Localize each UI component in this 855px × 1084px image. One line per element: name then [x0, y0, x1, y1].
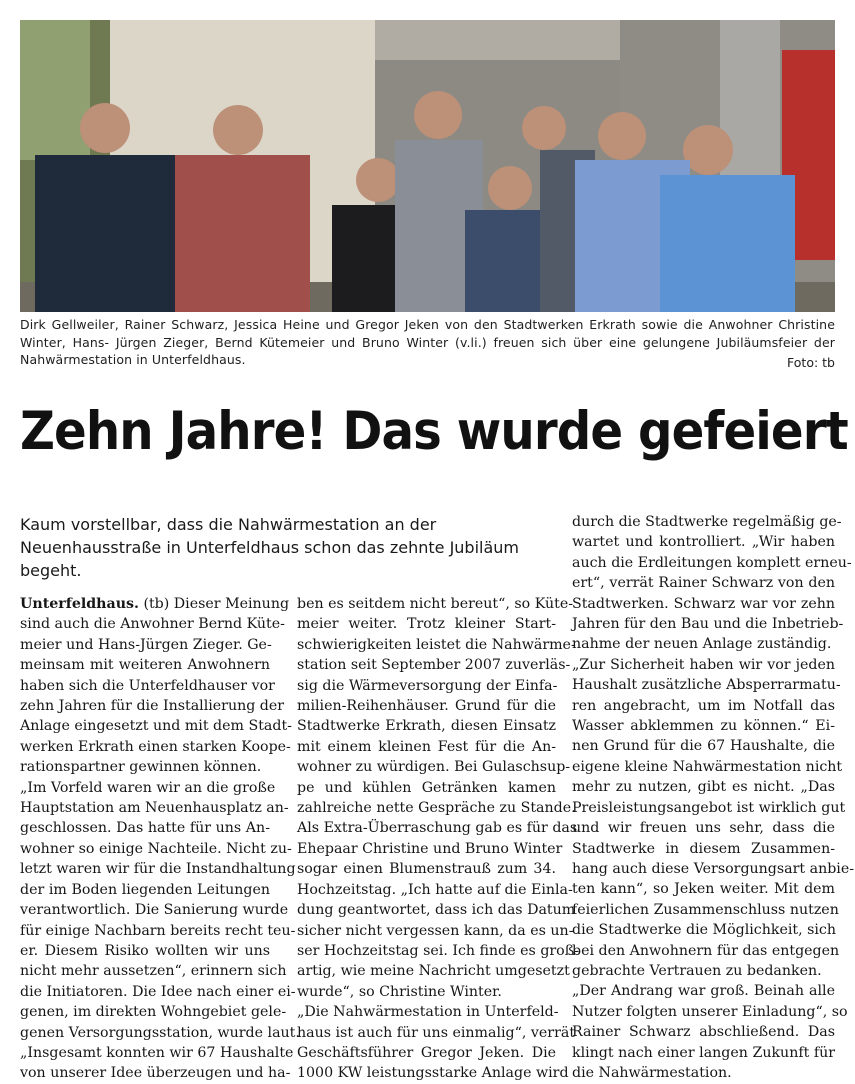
body-line: die Nahwärmestation.	[572, 1064, 732, 1081]
body-line: Haushalt zusätzliche Absperrarmatu-	[572, 677, 841, 694]
body-line: nicht mehr aussetzen“, erinnern sich	[20, 963, 287, 980]
body-line: pe und kühlen Getränken kamen	[297, 779, 556, 796]
body-line: ert“, verrät Rainer Schwarz von den	[572, 575, 835, 592]
body-line: wurde“, so Christine Winter.	[297, 983, 502, 1000]
body-line: hang auch diese Versorgungsart anbie-	[572, 860, 855, 877]
body-line: nahme der neuen Anlage zuständig.	[572, 636, 832, 653]
body-line: Anlage eingesetzt und mit dem Stadt-	[20, 718, 292, 735]
headline: Zehn Jahre! Das wurde gefeiert	[20, 401, 848, 462]
article-column-2	[297, 594, 579, 1084]
body-line: meier und Hans-Jürgen Zieger. Ge-	[20, 636, 272, 653]
body-line: der im Boden liegenden Leitungen	[20, 881, 270, 898]
group-photo-illustration	[20, 20, 835, 312]
body-line: rationspartner gewinnen können.	[20, 759, 262, 776]
article-column-3	[572, 512, 855, 1083]
body-line: milien-Reihenhäuser. Grund für die	[297, 698, 556, 715]
body-line: Als Extra-Überraschung gab es für das	[297, 820, 578, 837]
body-line: Preisleistungsangebot ist wirklich gut	[572, 799, 846, 816]
body-line: ben es seitdem nicht bereut“, so Küte-	[297, 596, 574, 612]
body-line: zehn Jahren für die Installierung der	[20, 698, 285, 715]
body-line: Stadtwerke in diesem Zusammen-	[572, 840, 835, 857]
body-line: Wasser abklemmen zu können.“ Ei-	[572, 718, 835, 735]
body-line: meinsam mit weiteren Anwohnern	[20, 657, 270, 674]
body-line: (tb) Dieser Meinung	[138, 596, 290, 612]
body-line: genen, im direkten Wohngebiet gele-	[20, 1004, 287, 1021]
body-line: ten kann“, so Jeken weiter. Mit dem	[572, 881, 835, 898]
body-line: auch die Erdleitungen komplett erneu-	[572, 554, 852, 571]
body-line: wohner zu würdigen. Bei Gulaschsup-	[297, 759, 571, 776]
body-line: wohner so einige Nachteile. Nicht zu-	[20, 840, 292, 857]
body-line: ser Hochzeitstag sei. Ich finde es groß-	[297, 942, 579, 959]
body-line: mit einem kleinen Fest für die An-	[297, 738, 556, 755]
body-line: „Die Nahwärmestation in Unterfeld-	[297, 1004, 559, 1021]
body-line: Nutzer folgten unserer Einladung“, so	[572, 1003, 848, 1020]
body-line: „Insgesamt konnten wir 67 Haushalte	[20, 1044, 294, 1061]
body-line: sind auch die Anwohner Bernd Küte-	[20, 616, 285, 633]
body-line: haben sich die Unterfeldhauser vor	[20, 677, 275, 694]
body-line: geschlossen. Das hatte für uns An-	[20, 820, 270, 837]
body-line: Geschäftsführer Gregor Jeken. Die	[297, 1044, 556, 1061]
body-line: durch die Stadtwerke regelmäßig ge-	[572, 514, 842, 530]
body-line: „Im Vorfeld waren wir an die große	[20, 779, 276, 796]
body-line: artig, wie meine Nachricht umgesetzt	[297, 963, 570, 980]
body-line: für einige Nachbarn bereits recht teu-	[20, 922, 296, 939]
body-line: station seit September 2007 zuverläs-	[297, 657, 571, 674]
body-line: er. Diesem Risiko wollten wir uns	[20, 942, 270, 959]
body-line: meier weiter. Trotz kleiner Start-	[297, 616, 556, 633]
body-line: von unserer Idee überzeugen und ha-	[20, 1065, 291, 1082]
body-line: klingt nach einer langen Zukunft für	[572, 1044, 835, 1061]
dateline: Unterfeldhaus.	[20, 596, 139, 612]
photo-caption: Dirk Gellweiler, Rainer Schwarz, Jessica Heine und Gregor Jeken von den Stadtwerken Erkrath sowie die Anwohner Christine Winter, Hans- Jürgen Zieger, Bernd Kütemeier und Bruno Winter (v.li.) freuen sich über eine gelungene Jubiläumsfeier der Nahwärmestation in Unterfeldhaus.	[20, 317, 835, 367]
body-line: Hochzeitstag. „Ich hatte auf die Einla-	[297, 881, 573, 898]
body-line: schwierigkeiten leistet die Nahwärme-	[297, 636, 576, 653]
body-line: dung geantwortet, dass ich das Datum	[297, 902, 576, 919]
body-line: die Initiatoren. Die Idee nach einer ei-	[20, 983, 296, 1000]
body-line: feierlichen Zusammenschluss nutzen	[572, 901, 839, 918]
body-line: Jahren für den Bau und die Inbetrieb-	[572, 616, 844, 633]
body-line: haus ist auch für uns einmalig“, verrät	[297, 1024, 576, 1041]
body-line: nen Grund für die 67 Haushalte, die	[572, 738, 835, 755]
body-line: eigene kleine Nahwärmestation nicht	[572, 758, 843, 775]
body-line: ren angebracht, um im Notfall das	[572, 697, 835, 714]
article-column-1	[20, 594, 300, 1084]
body-line: sogar einen Blumenstrauß zum 34.	[297, 861, 556, 878]
photo-credit: Foto: tb	[787, 355, 835, 370]
body-line: Stadtwerken. Schwarz war vor zehn	[572, 595, 835, 612]
body-line: verantwortlich. Die Sanierung wurde	[20, 902, 289, 919]
body-line: bei den Anwohnern für das entgegen	[572, 942, 840, 959]
body-line: „Zur Sicherheit haben wir vor jeden	[572, 656, 835, 673]
body-line: Rainer Schwarz abschließend. Das	[572, 1024, 835, 1041]
body-line: gebrachte Vertrauen zu bedanken.	[572, 962, 822, 979]
body-line: und wir freuen uns sehr, dass die	[572, 820, 835, 837]
body-line: „Der Andrang war groß. Beinah alle	[572, 983, 835, 1000]
lead-paragraph: Kaum vorstellbar, dass die Nahwärmestation an der Neuenhausstraße in Unterfeldhaus schon das zehnte Jubiläum begeht.	[20, 515, 519, 580]
body-line: Stadtwerke Erkrath, diesen Einsatz	[297, 718, 556, 735]
body-line: wartet und kontrolliert. „Wir haben	[572, 534, 835, 551]
body-line: sicher nicht vergessen kann, da es un-	[297, 922, 574, 939]
body-line: zahlreiche nette Gespräche zu Stande.	[297, 800, 576, 817]
body-line: genen Versorgungsstation, wurde laut.	[20, 1024, 300, 1041]
body-line: 1000 KW leistungsstarke Anlage wird	[297, 1065, 569, 1082]
body-line: Ehepaar Christine und Bruno Winter	[297, 840, 563, 857]
body-line: sig die Wärmeversorgung der Einfa-	[297, 677, 558, 694]
group-photo	[20, 20, 835, 312]
body-line: Hauptstation am Neuenhausplatz an-	[20, 800, 289, 817]
body-line: letzt waren wir für die Instandhaltung	[20, 861, 296, 878]
body-line: werken Erkrath einen starken Koope-	[20, 738, 291, 755]
body-line: die Stadtwerke die Möglichkeit, sich	[572, 922, 836, 939]
body-line: mehr zu nutzen, gibt es nicht. „Das	[572, 779, 835, 796]
